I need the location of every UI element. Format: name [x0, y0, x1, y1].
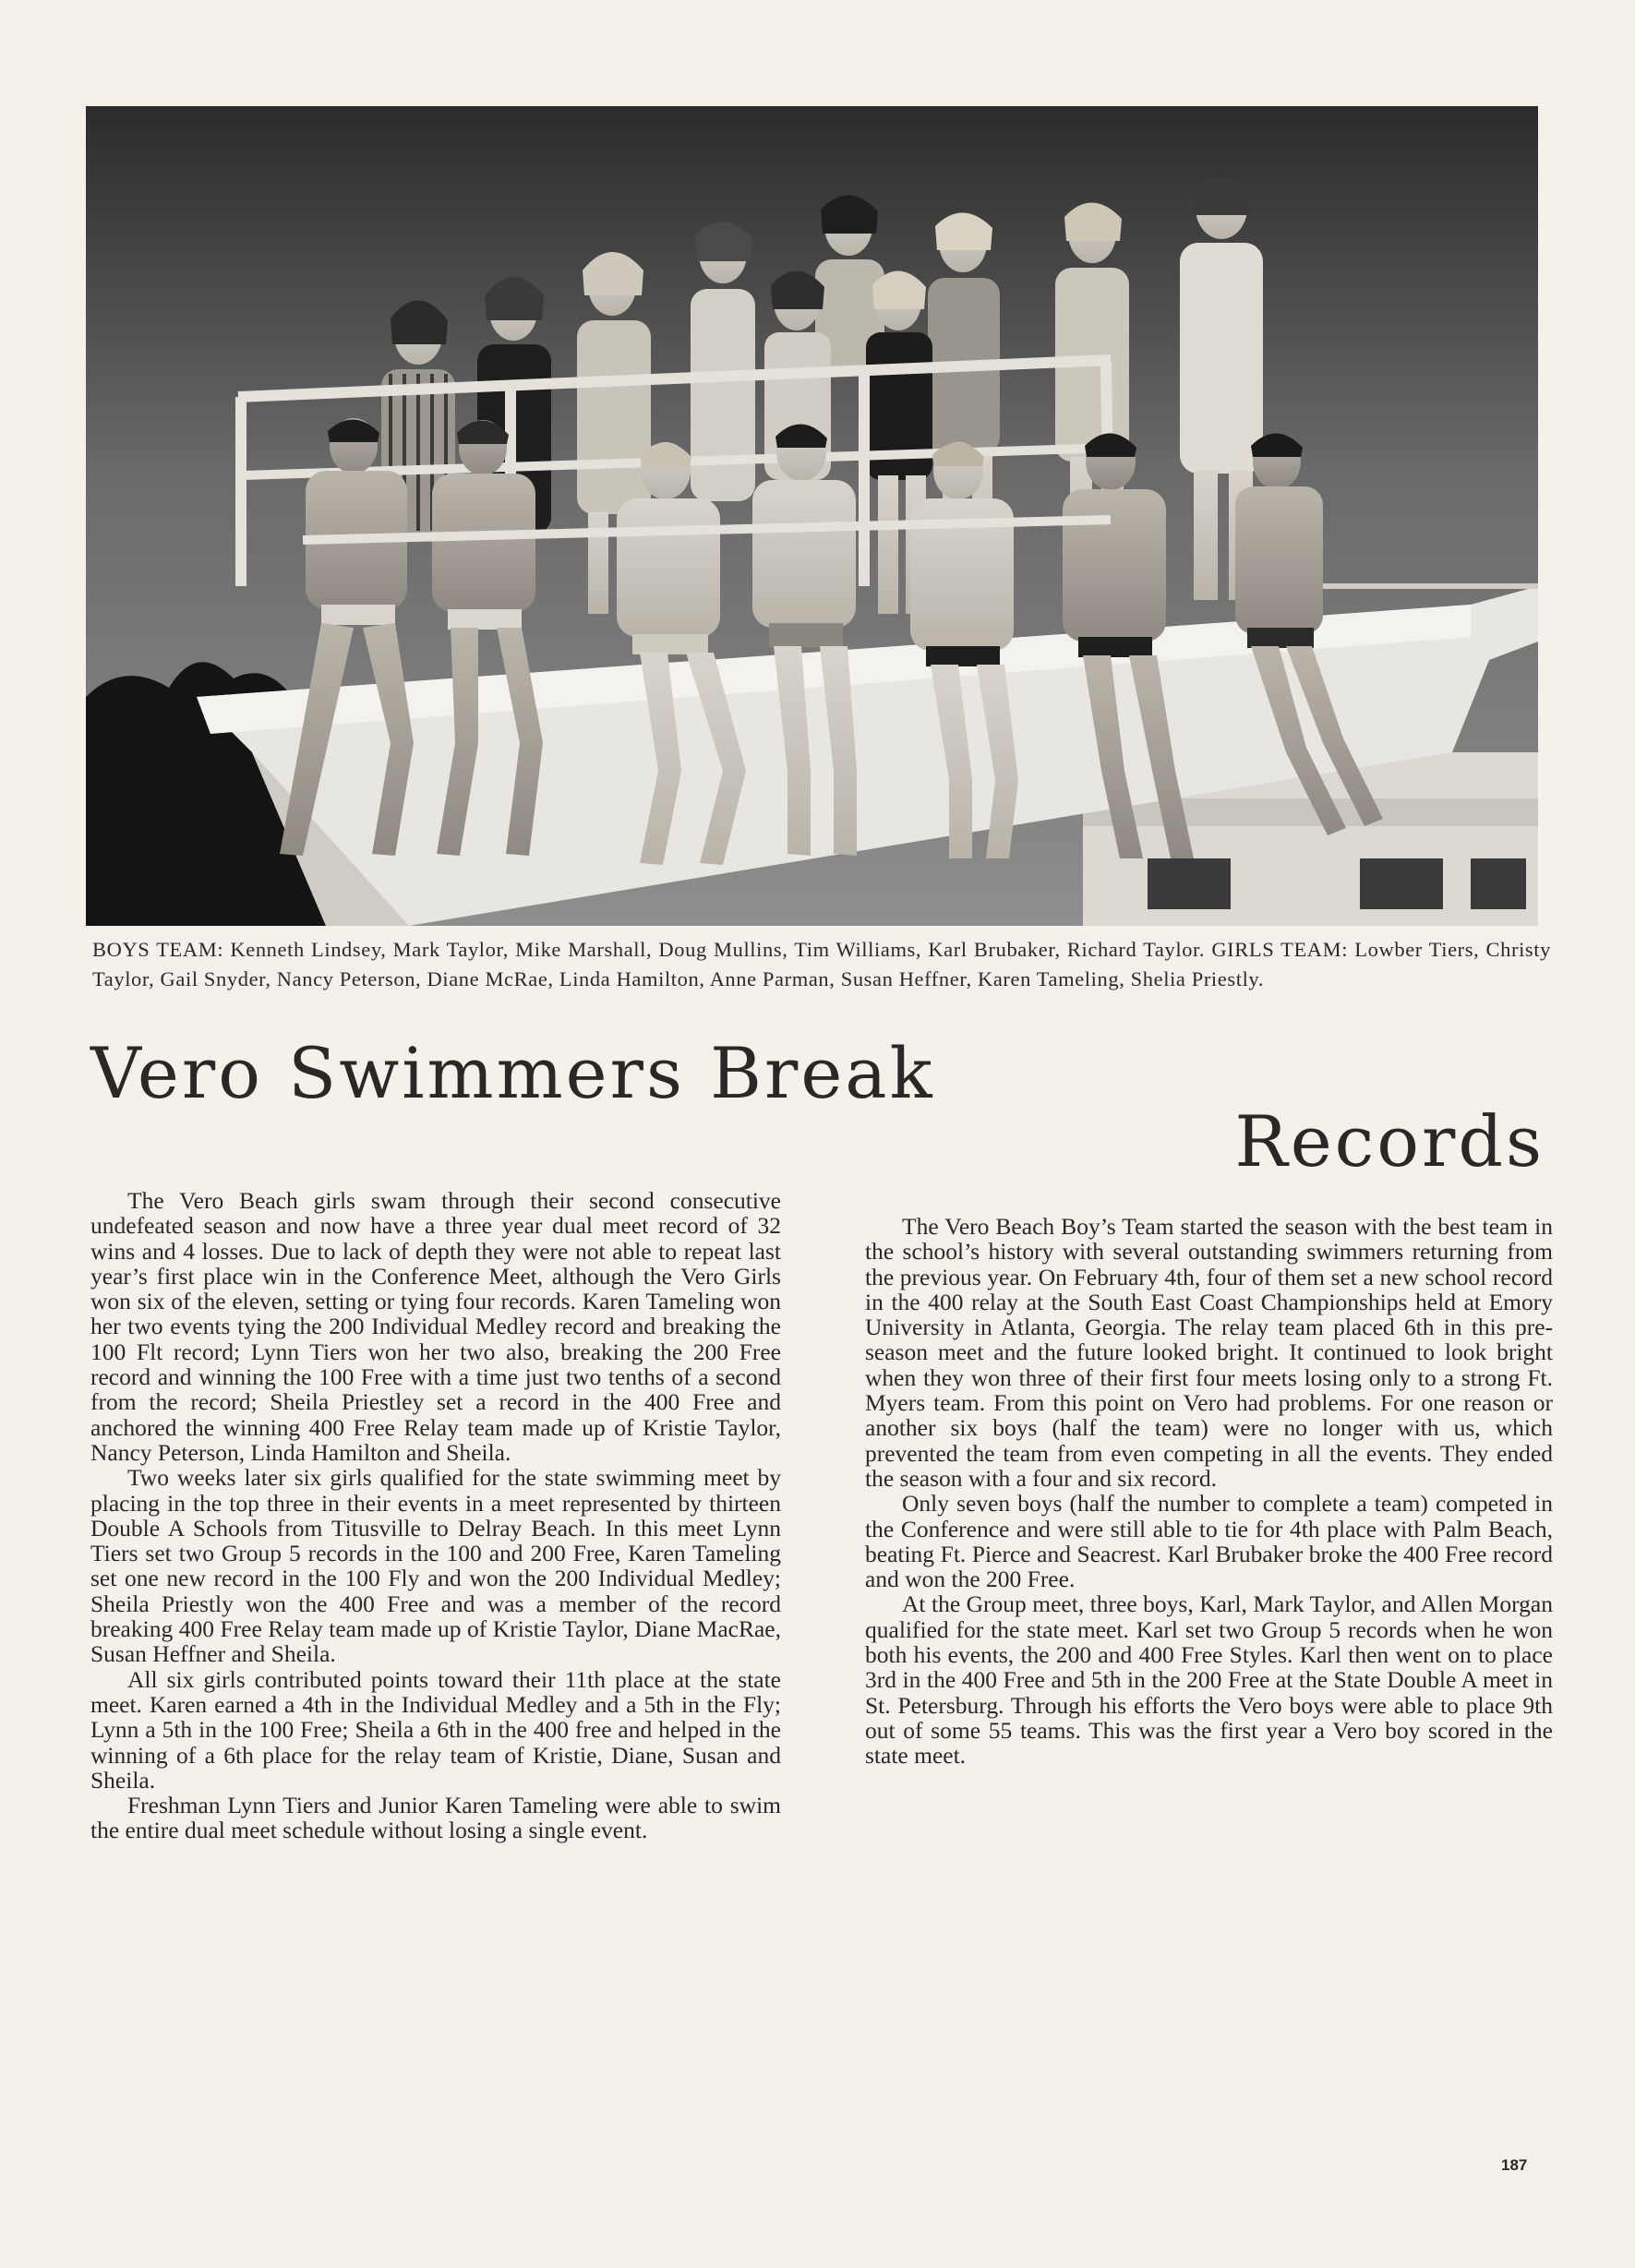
article-right-column: [865, 1214, 1553, 1769]
article-paragraph: All six girls contributed points toward their 11th place at the state meet. Karen earned a 4th in the Individual Medley and a 5th in the Fly; Lynn a 5th in the 100 Free; Sheila a 6th in the 400 free and helped in the winning of a 6th place for the relay team of Kristie, Diane, Susan and Sheila.: [90, 1665, 781, 1794]
photo-caption: BOYS TEAM: Kenneth Lindsey, Mark Taylor, Mike Marshall, Doug Mullins, Tim Williams, Karl Brubaker, Richard Taylor. GIRLS TEAM: Lowber Tiers, Christy Taylor, Gail Snyder, Nancy Peterson, Diane McRae, Linda Hamilton, Anne Parman, Susan Heffner, Karen Tameling, Shelia Priestly.: [92, 938, 1551, 990]
team-photo: [86, 106, 1538, 926]
article-paragraph: The Vero Beach girls swam through their second consecutive undefeated season and now have a three year dual meet record of 32 wins and 4 losses. Due to lack of depth they were not able to repeat last year’s first place win in the Conference Meet, although the Vero Girls won six of the eleven, setting or tying four records. Karen Tameling won her two events tying the 200 Individual Medley record and breaking the 100 Flt record; Lynn Tiers won her two also, breaking the 200 Free record and winning the 100 Free with a time just two tenths of a second from the record; Sheila Priestley set a record in the 400 Free and anchored the winning 400 Free Relay team made up of Kristie Taylor, Nancy Peterson, Linda Hamilton and Sheila.: [90, 1187, 781, 1466]
article-paragraph: At the Group meet, three boys, Karl, Mark Taylor, and Allen Morgan qualified for the state meet. Karl set two Group 5 records when he won both his events, the 200 and 400 Free Styles. Karl then went on to place 3rd in the 400 Free and 5th in the 200 Free at the State Double A meet in St. Petersburg. Through his efforts the Vero boys were able to place 9th out of some 55 teams. This was the first year a Vero boy scored in the state meet.: [865, 1590, 1553, 1770]
article-paragraph: Two weeks later six girls qualified for the state swimming meet by placing in the top three in their events in a meet represented by thirteen Double A Schools from Titusville to Delray Beach. In this meet Lynn Tiers set two Group 5 records in the 100 and 200 Free, Karen Tameling set one new record in the 100 Fly and won the 200 Individual Medley; Sheila Priestly won the 400 Free and was a member of the record breaking 400 Free Relay team made up of Kristie Taylor, Diane MacRae, Susan Heffner and Sheila.: [90, 1464, 781, 1668]
article-paragraph: Only seven boys (half the number to complete a team) competed in the Conference and were still able to tie for 4th place with Palm Beach, beating Ft. Pierce and Seacrest. Karl Brubaker broke the 400 Free record and won the 200 Free.: [865, 1490, 1553, 1593]
article-left-column: [90, 1188, 781, 1843]
article-paragraph: Freshman Lynn Tiers and Junior Karen Tameling were able to swim the entire dual meet schedule without losing a single event.: [90, 1792, 781, 1844]
headline-line-1: Vero Swimmers Break: [90, 1032, 935, 1114]
article-paragraph: The Vero Beach Boy’s Team started the season with the best team in the school’s history with several outstanding swimmers returning from the previous year. On February 4th, four of them set a new school record in the 400 relay at the South East Coast Championships held at Emory University in Atlanta, Georgia. The relay team placed 6th in this pre-season meet and the future looked bright. It continued to look bright when they won three of their first four meets losing only to a strong Ft. Myers team. From this point on Vero had problems. For one reason or another six boys (half the team) were no longer with us, which prevented the team from even competing in all the events. They ended the season with a four and six record.: [865, 1213, 1553, 1492]
page-number: 187: [1501, 2156, 1528, 2174]
headline-line-2: Records: [1234, 1100, 1545, 1182]
